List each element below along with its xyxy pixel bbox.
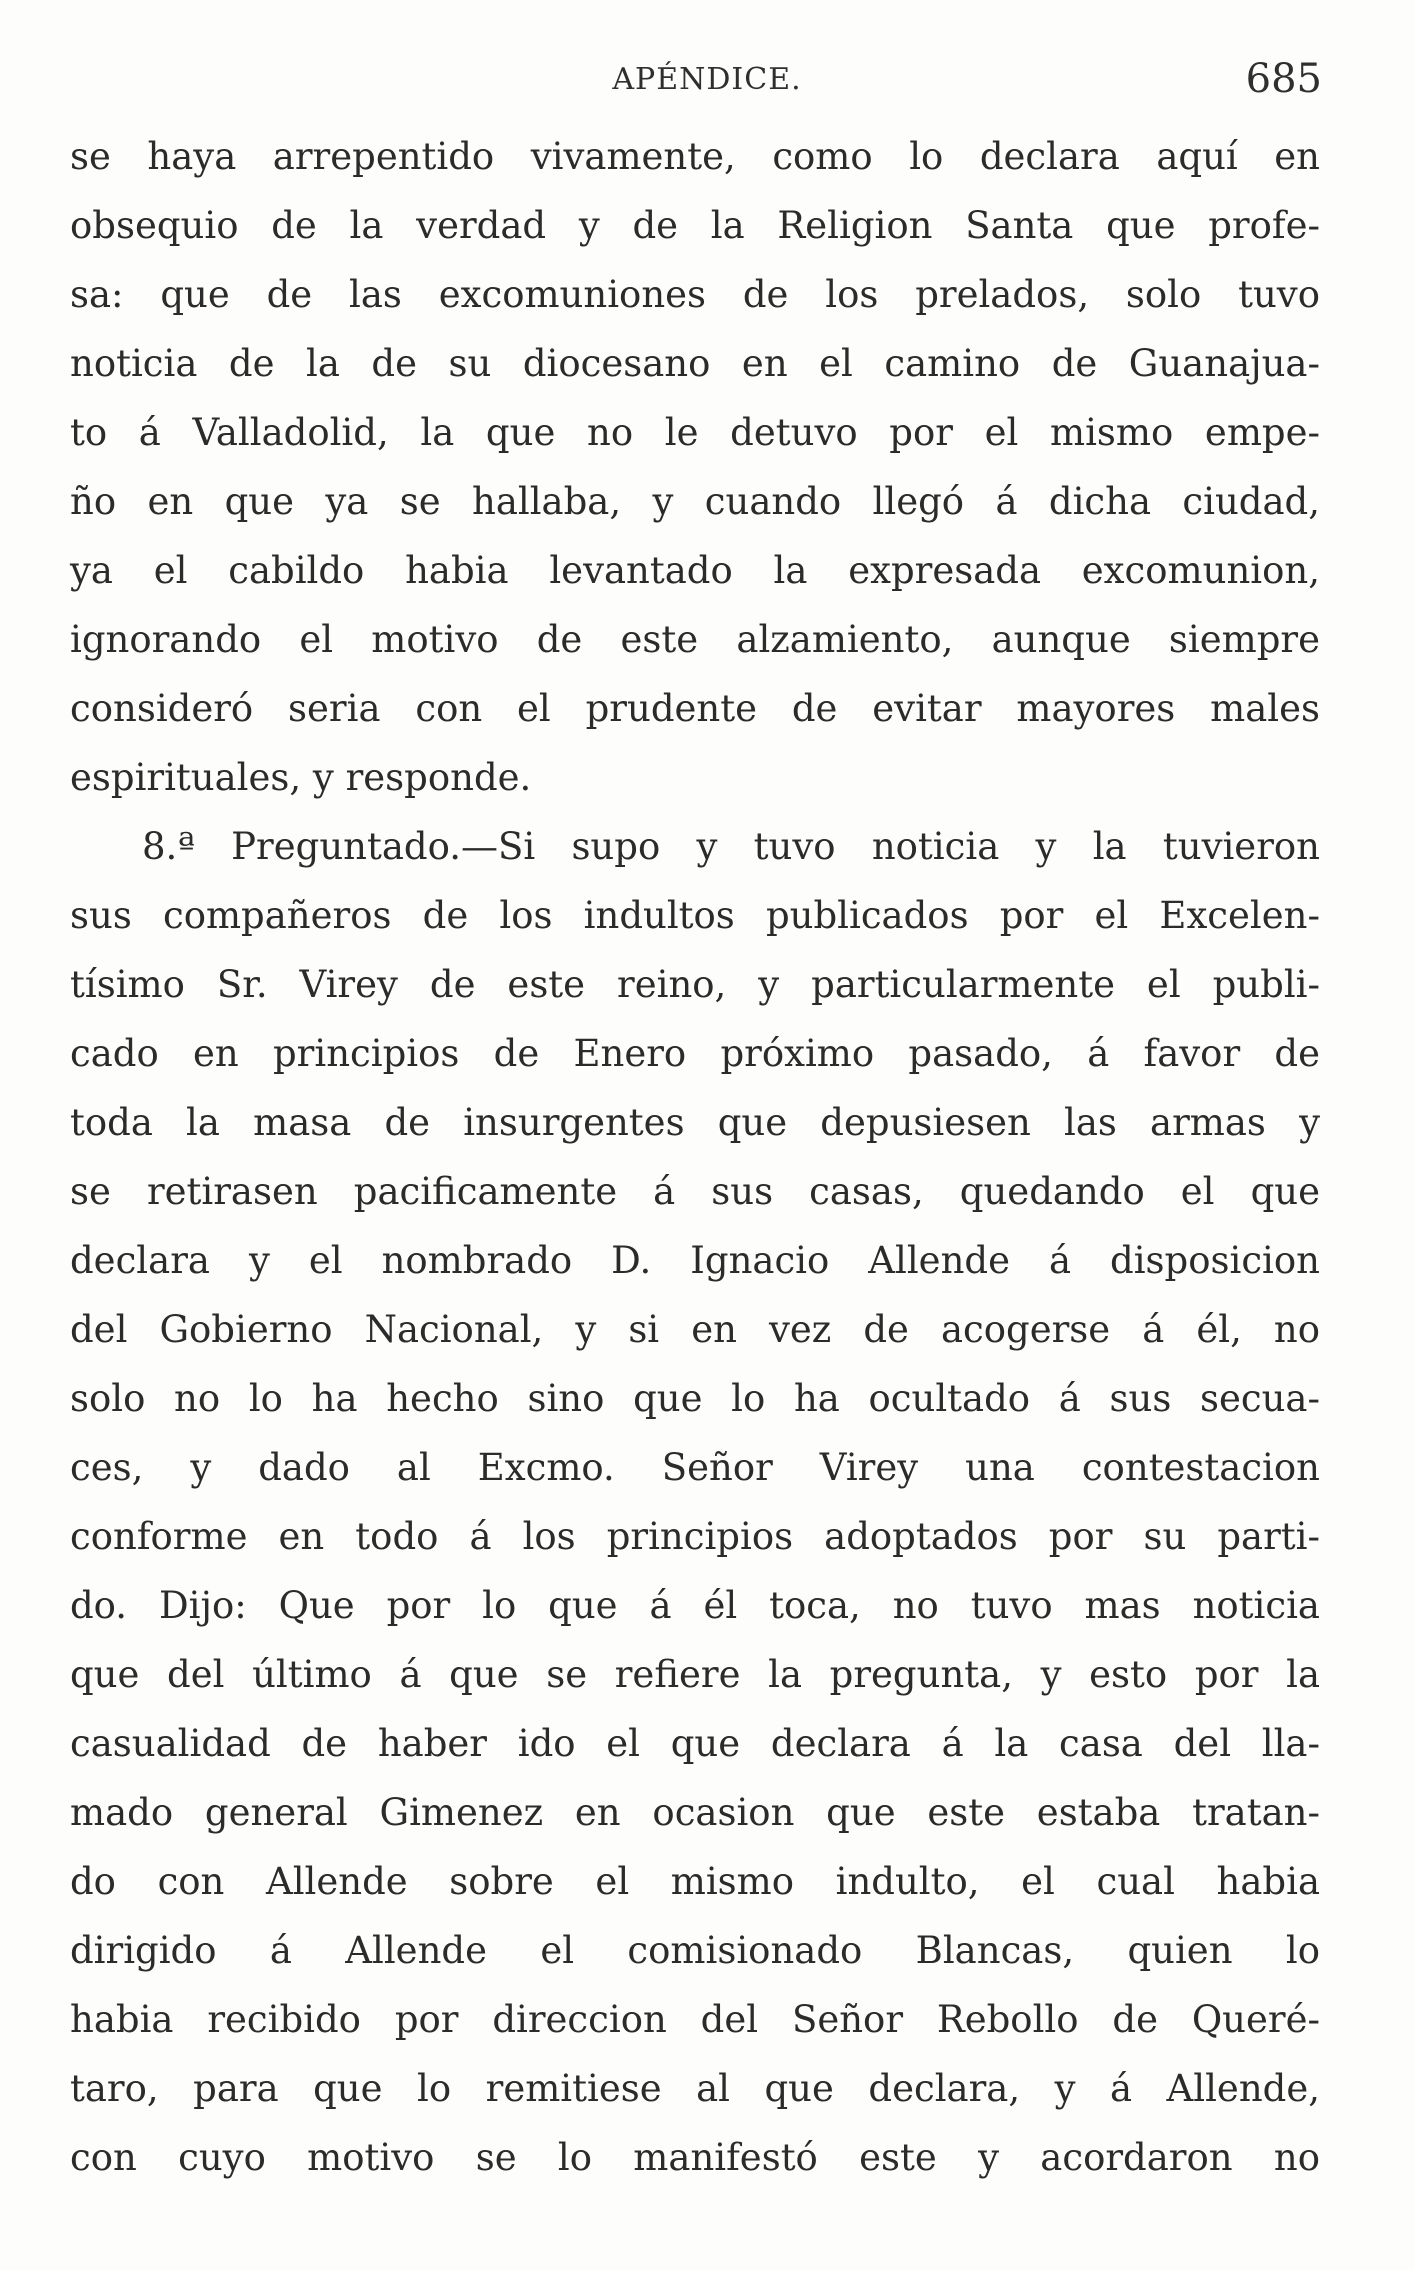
text-line: cado en principios de Enero próximo pasado, á favor de [70, 1032, 1320, 1075]
text-line: do. Dijo: Que por lo que á él toca, no tuvo mas noticia [70, 1584, 1320, 1627]
text-line: sus compañeros de los indultos publicados por el Excelen- [70, 894, 1320, 937]
text-line: obsequio de la verdad y de la Religion Santa que profe- [70, 204, 1320, 247]
text-line: do con Allende sobre el mismo indulto, el cual habia [70, 1860, 1320, 1903]
text-line: declara y el nombrado D. Ignacio Allende á disposicion [70, 1239, 1320, 1282]
text-line: ya el cabildo habia levantado la expresada excomunion, [70, 549, 1320, 592]
text-line: habia recibido por direccion del Señor Rebollo de Queré- [70, 1998, 1320, 2041]
text-line: toda la masa de insurgentes que depusiesen las armas y [70, 1101, 1320, 1144]
text-line: to á Valladolid, la que no le detuvo por el mismo empe- [70, 411, 1320, 454]
text-line: con cuyo motivo se lo manifestó este y acordaron no [70, 2136, 1320, 2179]
text-line: consideró seria con el prudente de evitar mayores males [70, 687, 1320, 730]
text-line: tísimo Sr. Virey de este reino, y particularmente el publi- [70, 963, 1320, 1006]
text-line: solo no lo ha hecho sino que lo ha ocultado á sus secua- [70, 1377, 1320, 1420]
text-line: que del último á que se refiere la pregunta, y esto por la [70, 1653, 1320, 1696]
text-line: mado general Gimenez en ocasion que este estaba tratan- [70, 1791, 1320, 1834]
text-line: dirigido á Allende el comisionado Blancas, quien lo [70, 1929, 1320, 1972]
text-line: se haya arrepentido vivamente, como lo declara aquí en [70, 135, 1320, 178]
body-text [70, 122, 1320, 2192]
text-line: del Gobierno Nacional, y si en vez de acogerse á él, no [70, 1308, 1320, 1351]
text-line: casualidad de haber ido el que declara á la casa del lla- [70, 1722, 1320, 1765]
text-line: ces, y dado al Excmo. Señor Virey una contestacion [70, 1446, 1320, 1489]
text-line: conforme en todo á los principios adoptados por su parti- [70, 1515, 1320, 1558]
text-line: taro, para que lo remitiese al que declara, y á Allende, [70, 2067, 1320, 2110]
text-line: 8.ª Preguntado.—Si supo y tuvo noticia y la tuvieron [142, 825, 1320, 868]
text-line: se retirasen pacificamente á sus casas, quedando el que [70, 1170, 1320, 1213]
text-line: sa: que de las excomuniones de los prelados, solo tuvo [70, 273, 1320, 316]
running-title: APÉNDICE. [612, 62, 802, 97]
text-line: noticia de la de su diocesano en el camino de Guanajua- [70, 342, 1320, 385]
text-line: ignorando el motivo de este alzamiento, aunque siempre [70, 618, 1320, 661]
text-line: espirituales, y responde. [70, 756, 532, 799]
text-line: ño en que ya se hallaba, y cuando llegó á dicha ciudad, [70, 480, 1320, 523]
running-header [60, 56, 1354, 116]
page-number: 685 [1245, 56, 1322, 102]
